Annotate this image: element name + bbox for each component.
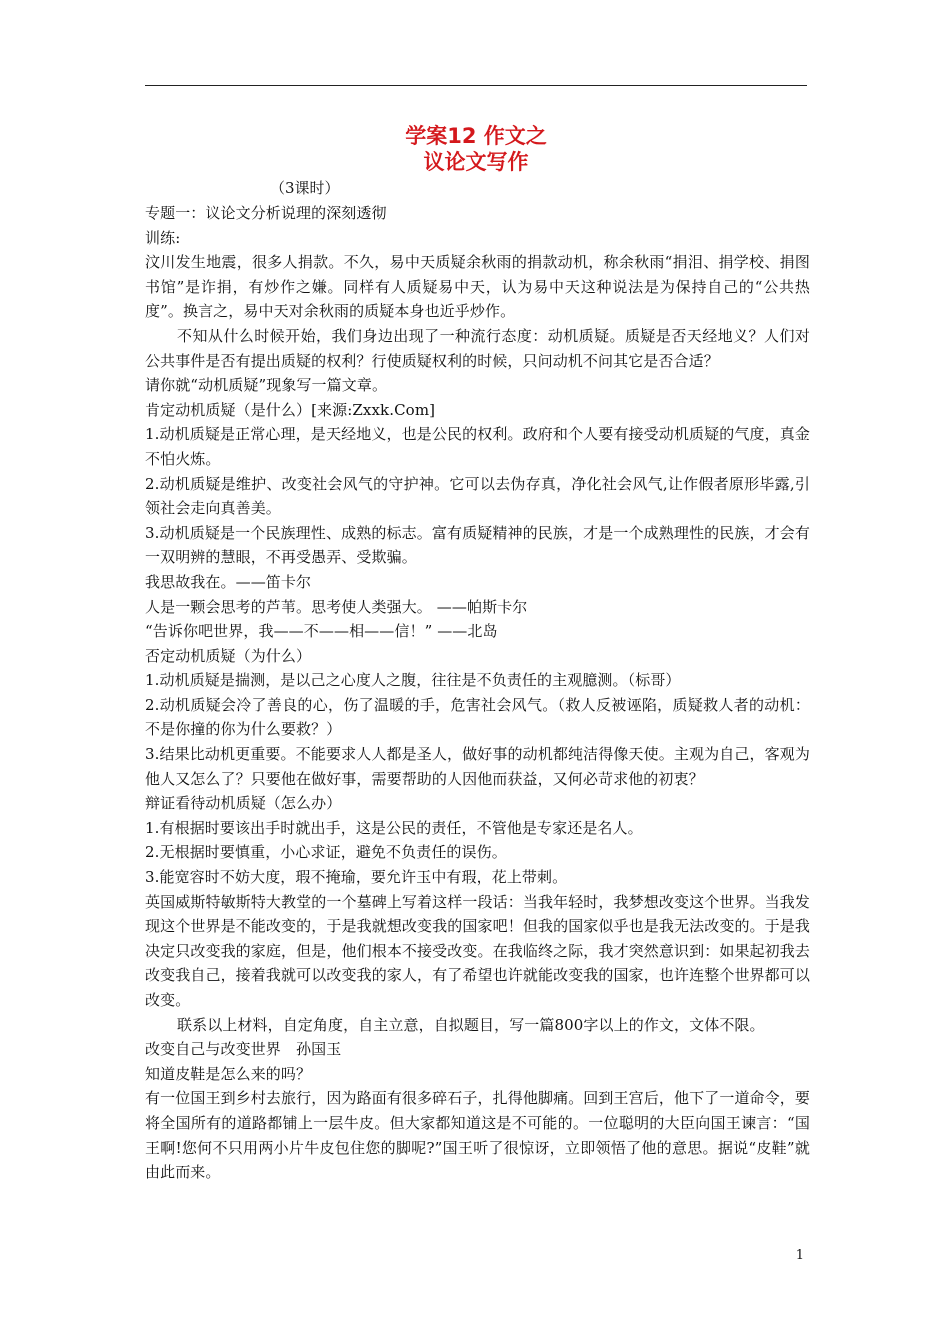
list-item: 1.动机质疑是正常心理，是天经地义，也是公民的权利。政府和个人要有接受动机质疑的气度，真金不怕火炼。 [145, 425, 810, 468]
section-heading: 否定动机质疑（为什么） [145, 646, 312, 665]
writing-prompt: 联系以上材料，自定角度，自主立意，自拟题目，写一篇800字以上的作文，文体不限。 [177, 1015, 765, 1034]
topic-heading: 专题一：议论文分析说理的深刻透彻 [145, 204, 387, 222]
essay-title: 改变自己与改变世界 孙国玉 [145, 1040, 342, 1059]
material-paragraph: 不知从什么时候开始，我们身边出现了一种流行态度：动机质疑。质疑是否天经地义？人们对公共事件是否有提出质疑的权利？行使质疑权利的时候，只问动机不问其它是否合适？ [145, 326, 810, 370]
quote: 我思故我在。——笛卡尔 [145, 572, 312, 591]
material-paragraph: 汶川发生地震，很多人捐款。不久，易中天质疑余秋雨的捐款动机，称余秋雨“捐泪、捐学校、捐图书馆”是诈捐，有炒作之嫌。同样有人质疑易中天，认为易中天这种说法是为保持自己的“公共热度”。换言之，易中天对余秋雨的质疑本身也近乎炒作。 [145, 253, 810, 321]
list-item: 1.动机质疑是揣测，是以己之心度人之腹，往往是不负责任的主观臆测。（标哥） [145, 671, 681, 690]
section-heading: 肯定动机质疑（是什么）[来源:Zxxk.Com] [145, 400, 436, 419]
document-title-line1: 学案12 作文之 [405, 124, 547, 148]
essay-paragraph: 有一位国王到乡村去旅行，因为路面有很多碎石子，扎得他脚痛。回到王宫后，他下了一道命令，要将全国所有的道路都铺上一层牛皮。但大家都知道这是不可能的。一位聪明的大臣向国王谏言：“国王啊!您何不只用两小片牛皮包住您的脚呢?”国王听了很惊讶，立即领悟了他的意思。据说“皮鞋”就由此而来。 [145, 1089, 810, 1182]
section-heading: 辩证看待动机质疑（怎么办） [145, 794, 342, 813]
list-item: 3.动机质疑是一个民族理性、成熟的标志。富有质疑精神的民族，才是一个成熟理性的民族，才会有一双明辨的慧眼，不再受愚弄、受欺骗。 [145, 523, 810, 567]
list-item: 2.动机质疑是维护、改变社会风气的守护神。它可以去伪存真，净化社会风气,让作假者原形毕露,引领社会走向真善美。 [145, 474, 810, 518]
list-item: 2.无根据时要慎重，小心求证，避免不负责任的误伤。 [145, 843, 507, 862]
list-item: 2.动机质疑会冷了善良的心，伤了温暖的手，危害社会风气。（救人反被诬陷，质疑救人者的动机：不是你撞的你为什么要救？） [145, 695, 810, 739]
list-item: 3.能宽容时不妨大度，瑕不掩瑜，要允许玉中有瑕，花上带刺。 [145, 868, 568, 887]
header-rule [145, 85, 807, 86]
class-hours: （3课时） [270, 179, 340, 197]
writing-prompt: 请你就“动机质疑”现象写一篇文章。 [145, 376, 388, 395]
essay-paragraph: 知道皮鞋是怎么来的吗？ [145, 1064, 312, 1083]
material-paragraph: 英国威斯特敏斯特大教堂的一个墓碑上写着这样一段话：当我年轻时，我梦想改变这个世界。当我发现这个世界是不能改变的，于是我就想改变我的国家吧！但我的国家似乎也是我无法改变的。于是我决定只改变我的家庭，但是，他们根本不接受改变。在我临终之际，我才突然意识到：如果起初我去改变我自己，接着我就可以改变我的家人，有了希望也许就能改变我的国家，也许连整个世界都可以改变。 [145, 892, 810, 1009]
document-title-line2: 议论文写作 [423, 150, 529, 174]
quote: 人是一颗会思考的芦苇。思考使人类强大。 ——帕斯卡尔 [145, 597, 528, 616]
document-body [145, 201, 810, 1185]
list-item: 1.有根据时要该出手时就出手，这是公民的责任，不管他是专家还是名人。 [145, 818, 643, 837]
training-label: 训练: [145, 228, 181, 247]
page-number: 1 [795, 1248, 804, 1263]
quote: “告诉你吧世界，我——不——相——信！” ——北岛 [145, 622, 498, 641]
list-item: 3.结果比动机更重要。不能要求人人都是圣人，做好事的动机都纯洁得像天使。主观为自己，客观为他人又怎么了？只要他在做好事，需要帮助的人因他而获益，又何必苛求他的初衷？ [145, 745, 810, 788]
